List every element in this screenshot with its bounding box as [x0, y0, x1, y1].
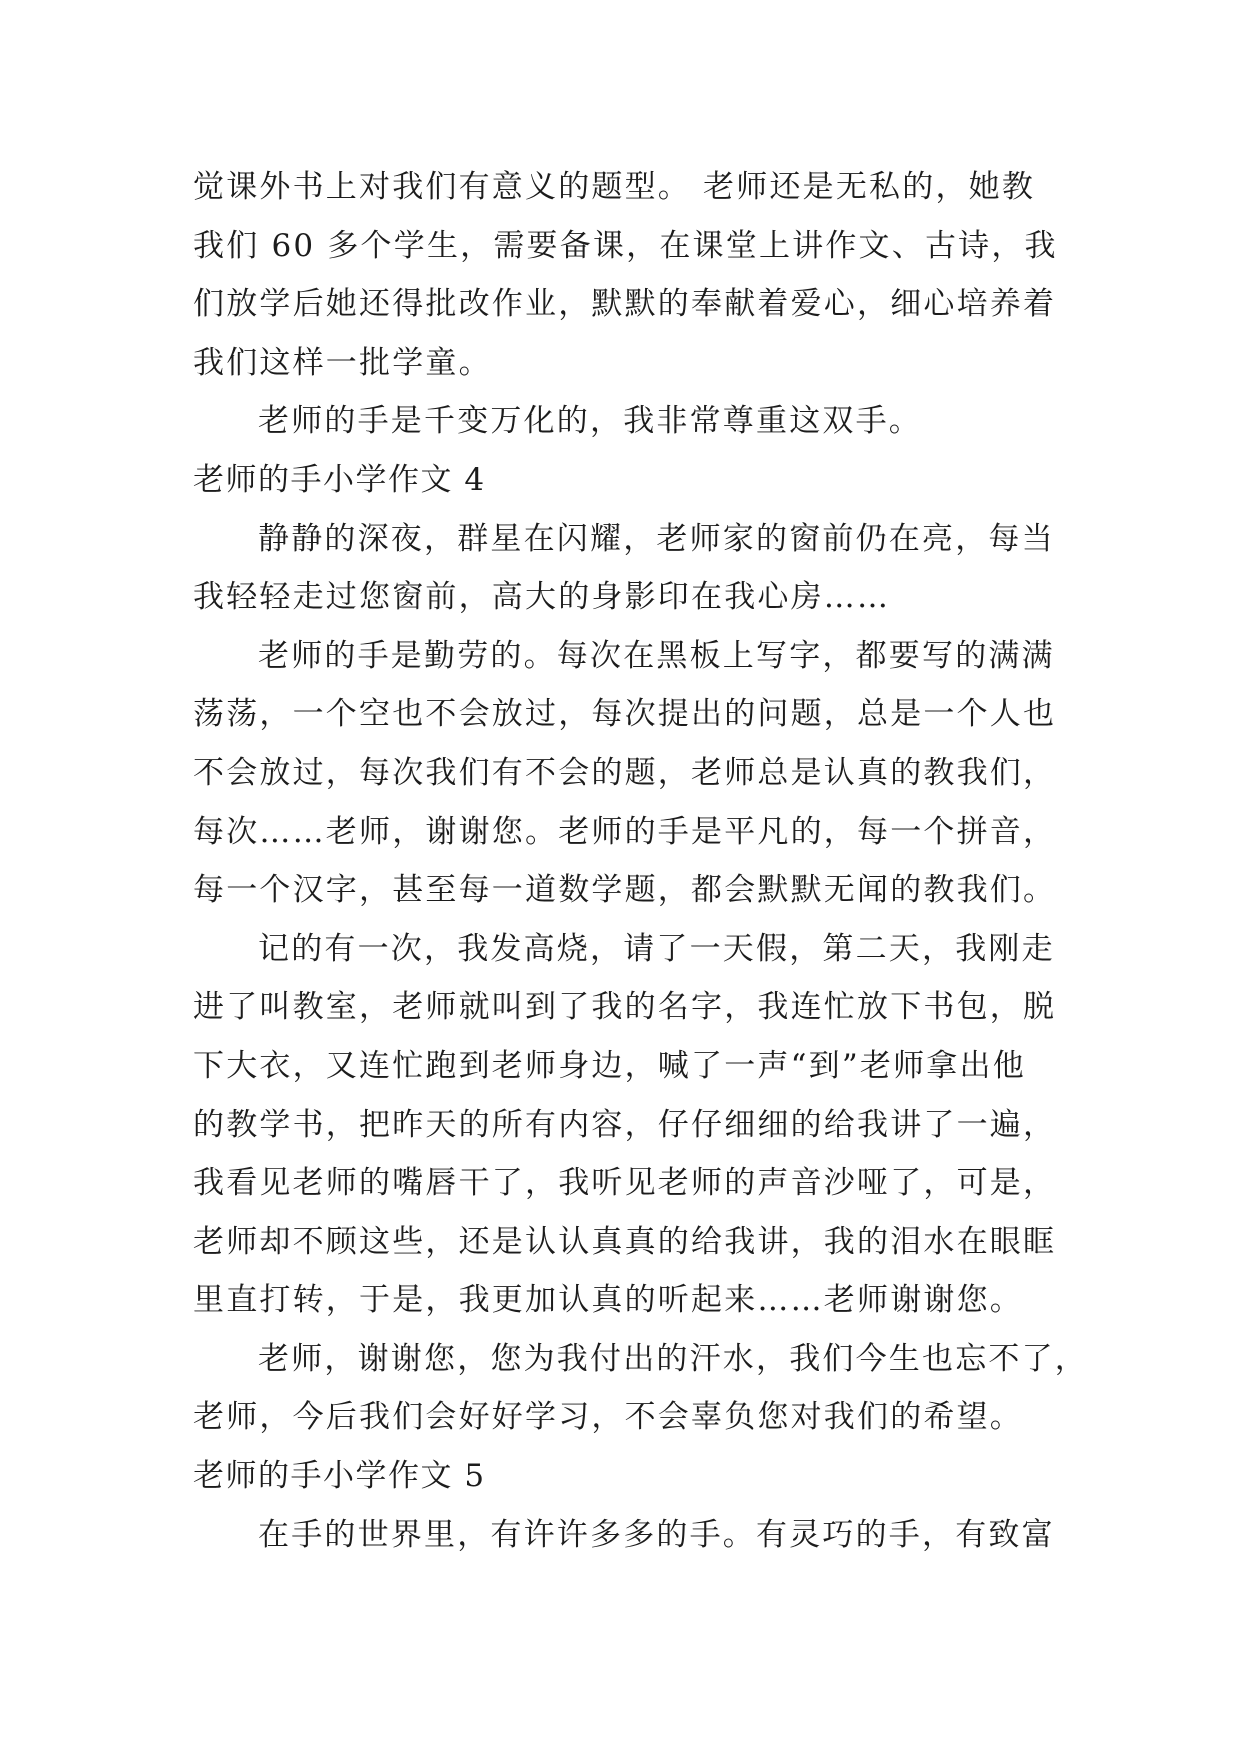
text-line: 每次……老师，谢谢您。老师的手是平凡的，每一个拼音， [193, 813, 1057, 850]
paragraph-first-line: 静静的深夜，群星在闪耀，老师家的窗前仍在亮，每当 [258, 520, 1055, 557]
section-heading: 老师的手小学作文 4 [193, 461, 486, 498]
paragraph-first-line: 老师的手是勤劳的。每次在黑板上写字，都要写的满满 [258, 637, 1055, 674]
text-line: 我轻轻走过您窗前，高大的身影印在我心房…… [193, 579, 891, 616]
text-line: 老师，今后我们会好好学习，不会辜负您对我们的希望。 [193, 1399, 1023, 1436]
text-line: 我们 60 多个学生，需要备课，在课堂上讲作文、古诗，我 [193, 227, 1058, 264]
section-heading: 老师的手小学作文 5 [193, 1458, 486, 1495]
text-line: 每一个汉字，甚至每一道数学题，都会默默无闻的教我们。 [193, 872, 1057, 909]
text-line: 不会放过，每次我们有不会的题，老师总是认真的教我们， [193, 754, 1057, 791]
text-line: 觉课外书上对我们有意义的题型。 老师还是无私的，她教 [193, 169, 1036, 205]
text-line: 老师却不顾这些，还是认认真真的给我讲，我的泪水在眼眶 [193, 1223, 1057, 1260]
text-line: 的教学书，把昨天的所有内容，仔仔细细的给我讲了一遍， [193, 1106, 1057, 1143]
text-line: 进了叫教室，老师就叫到了我的名字，我连忙放下书包，脱 [193, 989, 1057, 1026]
paragraph-first-line: 老师，谢谢您，您为我付出的汗水，我们今生也忘不了， [258, 1340, 1088, 1377]
text-line: 下大衣，又连忙跑到老师身边，喊了一声“到”老师拿出他 [193, 1047, 1026, 1084]
text-line: 荡荡，一个空也不会放过，每次提出的问题，总是一个人也 [193, 696, 1057, 733]
paragraph-first-line: 在手的世界里，有许许多多的手。有灵巧的手，有致富 [258, 1516, 1055, 1553]
text-line: 我们这样一批学童。 [193, 344, 492, 381]
paragraph-first-line: 老师的手是千变万化的，我非常尊重这双手。 [258, 403, 922, 440]
paragraph-first-line: 记的有一次，我发高烧，请了一天假，第二天，我刚走 [258, 930, 1055, 967]
text-line: 我看见老师的嘴唇干了，我听见老师的声音沙哑了，可是， [193, 1165, 1057, 1202]
document-body [193, 158, 1088, 1564]
text-line: 们放学后她还得批改作业，默默的奉献着爱心，细心培养着 [193, 286, 1057, 323]
text-line: 里直打转，于是，我更加认真的听起来……老师谢谢您。 [193, 1282, 1023, 1319]
